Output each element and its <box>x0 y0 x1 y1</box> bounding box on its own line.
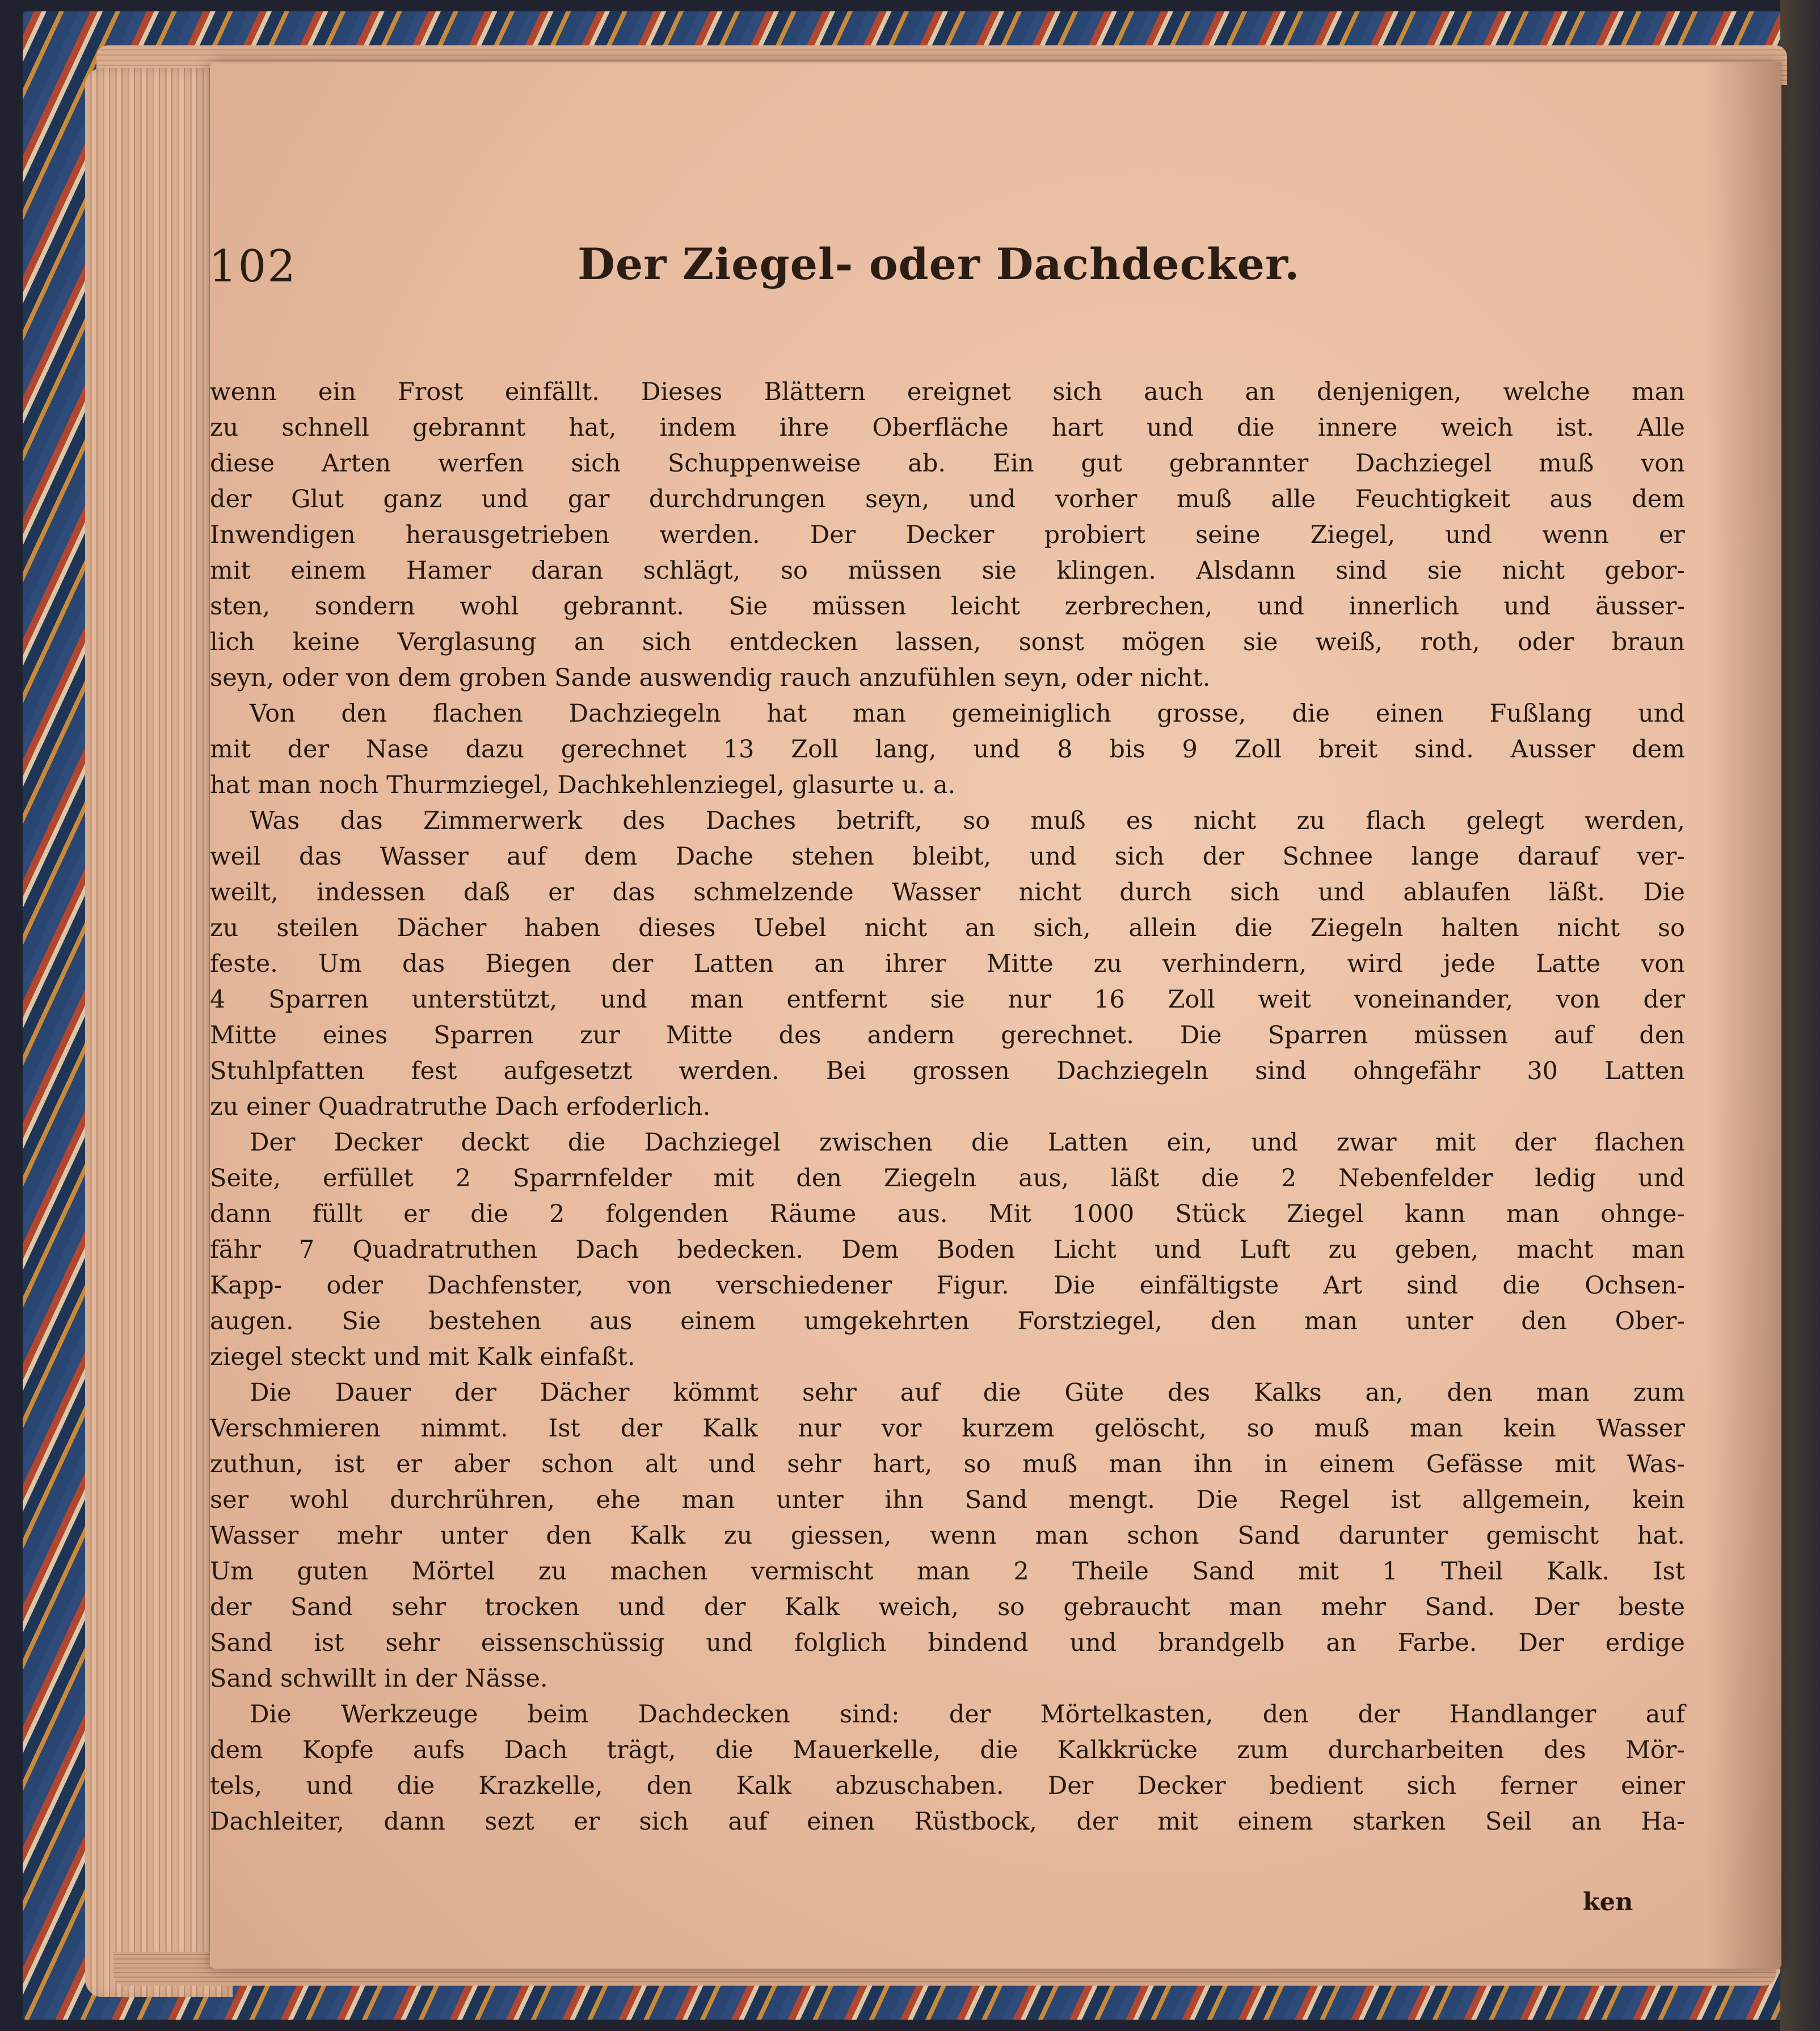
text-line: 4 Sparren unterstützt, und man entfernt sie nur 16 Zoll weit voneinander, von der <box>210 985 1685 1014</box>
paragraph-2 <box>210 696 1685 803</box>
text-line: seyn, oder von dem groben Sande auswendig rauch anzufühlen seyn, oder nicht. <box>210 664 1211 692</box>
text-line: der Sand sehr trocken und der Kalk weich, so gebraucht man mehr Sand. Der beste <box>210 1593 1685 1621</box>
text-line: diese Arten werfen sich Schuppenweise ab. Ein gut gebrannter Dachziegel muß von <box>210 449 1685 478</box>
text-line: Was das Zimmerwerk des Daches betrift, so muß es nicht zu flach gelegt werden, <box>250 807 1685 835</box>
cover-right-edge <box>1780 0 1820 2031</box>
text-line: Seite, erfüllet 2 Sparrnfelder mit den Ziegeln aus, läßt die 2 Nebenfelder ledig und <box>210 1164 1685 1193</box>
text-line: Der Decker deckt die Dachziegel zwischen die Latten ein, und zwar mit der flachen <box>250 1128 1685 1157</box>
text-line: Dachleiter, dann sezt er sich auf einen Rüstbock, der mit einem starken Seil an Ha- <box>210 1807 1685 1836</box>
text-line: Sand schwillt in der Nässe. <box>210 1665 548 1693</box>
page-gutter-shadow <box>1708 62 1781 1969</box>
text-line: mit der Nase dazu gerechnet 13 Zoll lang, und 8 bis 9 Zoll breit sind. Ausser dem <box>210 735 1685 764</box>
text-line: hat man noch Thurmziegel, Dachkehlenziegel, glasurte u. a. <box>210 771 956 799</box>
text-line: weil das Wasser auf dem Dache stehen bleibt, und sich der Schnee lange darauf ver- <box>210 842 1685 871</box>
text-line: sten, sondern wohl gebrannt. Sie müssen leicht zerbrechen, und innerlich und äusser- <box>210 592 1685 621</box>
text-line: der Glut ganz und gar durchdrungen seyn, und vorher muß alle Feuchtigkeit aus dem <box>210 485 1685 513</box>
text-line: Sand ist sehr eissenschüssig und folglich bindend und brandgelb an Farbe. Der erdige <box>210 1629 1685 1657</box>
text-line: feste. Um das Biegen der Latten an ihrer Mitte zu verhindern, wird jede Latte von <box>210 950 1685 978</box>
paragraph-1 <box>210 374 1685 696</box>
text-line: ziegel steckt und mit Kalk einfaßt. <box>210 1343 635 1371</box>
page-title: Der Ziegel- oder Dachdecker. <box>578 239 1300 289</box>
text-line: tels, und die Krazkelle, den Kalk abzuschaben. Der Decker bedient sich ferner einer <box>210 1772 1685 1800</box>
text-line: ser wohl durchrühren, ehe man unter ihn Sand mengt. Die Regel ist allgemein, kein <box>210 1486 1685 1514</box>
body-text <box>210 374 1685 1840</box>
text-line: zu steilen Dächer haben dieses Uebel nicht an sich, allein die Ziegeln halten nicht so <box>210 914 1685 942</box>
text-line: wenn ein Frost einfällt. Dieses Blättern ereignet sich auch an denjenigen, welche man <box>210 378 1685 406</box>
text-line: dann füllt er die 2 folgenden Räume aus. Mit 1000 Stück Ziegel kann man ohnge- <box>210 1200 1685 1228</box>
text-line: Mitte eines Sparren zur Mitte des andern gerechnet. Die Sparren müssen auf den <box>210 1021 1685 1050</box>
paragraph-4 <box>210 1125 1685 1375</box>
text-line: Verschmieren nimmt. Ist der Kalk nur vor kurzem gelöscht, so muß man kein Wasser <box>210 1414 1685 1443</box>
text-line: zuthun, ist er aber schon alt und sehr hart, so muß man ihn in einem Gefässe mit Was- <box>210 1450 1685 1478</box>
text-line: lich keine Verglasung an sich entdecken lassen, sonst mögen sie weiß, roth, oder braun <box>210 628 1685 656</box>
paragraph-5 <box>210 1375 1685 1697</box>
text-line: Stuhlpfatten fest aufgesetzt werden. Bei grossen Dachziegeln sind ohngefähr 30 Latten <box>210 1057 1685 1085</box>
catchword: ken <box>1583 1888 1633 1916</box>
text-line: Kapp- oder Dachfenster, von verschiedener Figur. Die einfältigste Art sind die Ochsen- <box>210 1271 1685 1300</box>
text-line: Um guten Mörtel zu machen vermischt man 2 Theile Sand mit 1 Theil Kalk. Ist <box>210 1557 1685 1586</box>
text-line: weilt, indessen daß er das schmelzende Wasser nicht durch sich und ablaufen läßt. Die <box>210 878 1685 907</box>
page-number: 102 <box>209 241 297 292</box>
text-line: Die Dauer der Dächer kömmt sehr auf die Güte des Kalks an, den man zum <box>250 1379 1685 1407</box>
running-head <box>209 230 1338 292</box>
text-line: Inwendigen herausgetrieben werden. Der Decker probiert seine Ziegel, und wenn er <box>210 521 1685 549</box>
text-line: dem Kopfe aufs Dach trägt, die Mauerkelle, die Kalkkrücke zum durcharbeiten des Mör- <box>210 1736 1685 1764</box>
text-line: augen. Sie bestehen aus einem umgekehrten Forstziegel, den man unter den Ober- <box>210 1307 1685 1335</box>
text-line: fähr 7 Quadratruthen Dach bedecken. Dem Boden Licht und Luft zu geben, macht man <box>210 1236 1685 1264</box>
text-line: Die Werkzeuge beim Dachdecken sind: der Mörtelkasten, den der Handlanger auf <box>250 1700 1685 1729</box>
text-line: Von den flachen Dachziegeln hat man gemeiniglich grosse, die einen Fußlang und <box>250 700 1685 728</box>
text-line: zu einer Quadratruthe Dach erfoderlich. <box>210 1093 711 1121</box>
text-line: Wasser mehr unter den Kalk zu giessen, wenn man schon Sand darunter gemischt hat. <box>210 1522 1685 1550</box>
text-line: mit einem Hamer daran schlägt, so müssen sie klingen. Alsdann sind sie nicht gebor- <box>210 557 1685 585</box>
text-line: zu schnell gebrannt hat, indem ihre Oberfläche hart und die innere weich ist. Alle <box>210 414 1685 442</box>
paragraph-3 <box>210 803 1685 1125</box>
paragraph-6 <box>210 1697 1685 1840</box>
